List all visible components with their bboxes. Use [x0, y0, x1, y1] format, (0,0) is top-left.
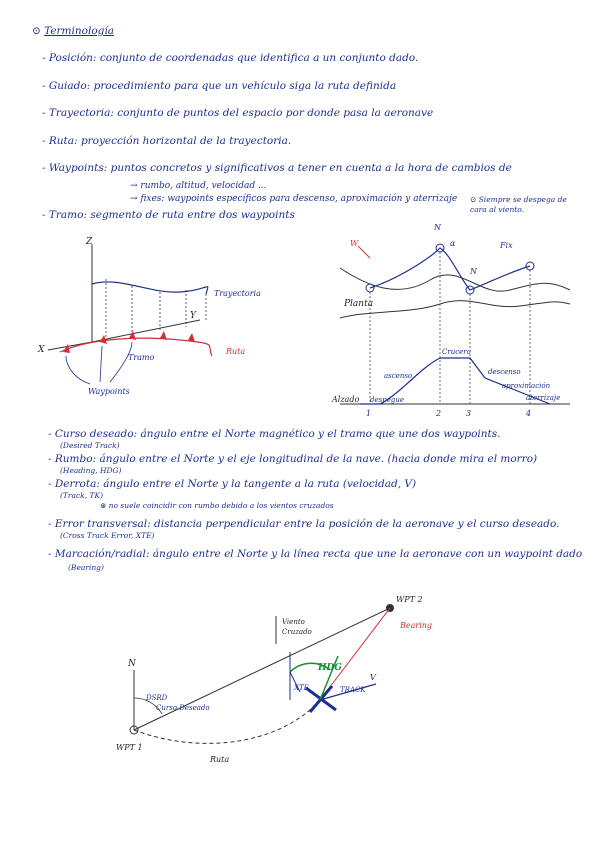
definition-posicion: - Posición: conjunto de coordenadas que identifica a un conjunto dado. — [42, 52, 419, 64]
waypoint-arrows — [66, 342, 132, 384]
flight-phases-figure — [330, 218, 580, 418]
curso-deseado-label: Curso Deseado — [156, 704, 210, 712]
definition-text: conjunto de coordenadas que identifica a un conjunto dado. — [99, 52, 419, 64]
wpt1-label: WPT 1 — [116, 743, 143, 752]
definition-text: proyección horizontal de la trayectoria. — [80, 135, 292, 147]
terrain-top — [340, 268, 570, 291]
term: Marcación/radial — [54, 548, 146, 560]
waypoint-number-1: 1 — [366, 409, 372, 418]
side-note-text: Siempre se despega de cara al viento. — [470, 195, 567, 214]
north-label-2: N — [470, 267, 477, 276]
term-sub: (Bearing) — [68, 563, 104, 572]
definition-tramo: - Tramo: segmento de ruta entre dos waypoints — [42, 209, 295, 221]
term: Derrota — [54, 478, 97, 490]
wpt2-label: WPT 2 — [396, 595, 423, 604]
term: Tramo — [48, 209, 84, 221]
term: Posición — [48, 52, 93, 64]
term: Rumbo — [54, 453, 93, 465]
cruzado-label: Cruzado — [282, 628, 312, 636]
term-sub: (Desired Track) — [60, 441, 120, 450]
wind-label: W — [350, 239, 359, 248]
bullet-icon: ⊙ — [32, 25, 45, 37]
aterrizaje-label: aterrizaje — [526, 394, 561, 402]
trayectoria-label: Trayectoria — [214, 289, 261, 298]
xte-label: XTE — [294, 684, 309, 692]
definition-waypoints: - Waypoints: puntos concretos y significativos a tener en cuenta a la hora de cambios de — [42, 162, 512, 174]
waypoint-number-2: 2 — [436, 409, 442, 418]
ascenso-label: ascenso — [384, 372, 413, 380]
alzado-label: Alzado — [332, 395, 360, 404]
title-text: Terminología — [44, 25, 114, 37]
north-label-1: N — [434, 223, 441, 232]
term: Error transversal — [54, 518, 148, 530]
term: Waypoints — [48, 162, 104, 174]
term: Curso deseado — [54, 428, 134, 440]
v-label: V — [370, 673, 376, 682]
ruta-label-fig3: Ruta — [210, 755, 230, 764]
term: Trayectoria — [48, 107, 111, 119]
wind-arrow — [358, 246, 370, 258]
definition-text: conjunto de puntos del espacio por donde pasa la aeronave — [117, 107, 434, 119]
derrota-note-text: no suele coincidir con rumbo debido a los vientos cruzados — [108, 501, 334, 510]
term-error-transversal: - Error transversal: distancia perpendicular entre la posición de la aeronave y el curso deseado. — [48, 518, 560, 530]
term-rumbo: - Rumbo: ángulo entre el Norte y el eje longitudinal de la nave. (hacia donde mira el morro) — [48, 453, 538, 465]
waypoints-label: Waypoints — [88, 387, 130, 396]
aproximacion-label: aproximación — [502, 382, 551, 390]
term-marcacion: - Marcación/radial: ángulo entre el Norte y la línea recta que une la aeronave con un waypoint dado — [48, 548, 583, 560]
planta-route — [370, 248, 530, 290]
y-label: Y — [190, 311, 196, 321]
despegue-label: despegue — [370, 396, 404, 404]
waypoint-number-4: 4 — [526, 409, 532, 418]
terrain-bottom — [340, 301, 570, 318]
term-sub: (Track, TK) — [60, 491, 104, 500]
term-sub: (Heading, HDG) — [60, 466, 122, 475]
planta-label: Planta — [344, 299, 374, 309]
definition-text: ángulo entre el Norte magnético y el tramo que une dos waypoints. — [140, 428, 501, 440]
x-label: X — [38, 345, 45, 355]
definition-text: segmento de ruta entre dos waypoints — [90, 209, 295, 221]
waypoints-note-2: → fixes: waypoints específicos para descenso, aproximación y aterrizaje — [130, 194, 458, 204]
term: Guiado — [48, 80, 87, 92]
trajectory-figure — [30, 232, 290, 412]
definition-text: distancia perpendicular entre la posición de la aeronave y el curso deseado. — [153, 518, 560, 530]
descenso-label: descenso — [488, 368, 521, 376]
definition-guiado: - Guiado: procedimiento para que un vehículo siga la ruta definida — [42, 80, 397, 92]
derrota-note: ⊛ no suele coincidir con rumbo debido a los vientos cruzados — [100, 501, 334, 510]
definition-text: puntos concretos y significativos a tener en cuenta a la hora de cambios de — [110, 162, 512, 174]
side-note: ⊙ Siempre se despega de cara al viento. — [470, 195, 567, 214]
z-label: Z — [86, 237, 93, 247]
section-title — [32, 25, 114, 37]
term-sub: (Cross Track Error, XTE) — [60, 531, 155, 540]
ruta-label: Ruta — [226, 347, 246, 356]
definition-trayectoria: - Trayectoria: conjunto de puntos del espacio por donde pasa la aeronave — [42, 107, 434, 119]
fix-label: Fix — [500, 241, 513, 250]
term-curso-deseado: - Curso deseado: ángulo entre el Norte magnético y el tramo que une dos waypoints. — [48, 428, 501, 440]
tramo-label: Tramo — [128, 353, 155, 362]
crucero-label: Crucero — [442, 348, 471, 356]
hdg-label: HDG — [318, 663, 342, 673]
waypoints-note-1: → rumbo, altitud, velocidad ... — [130, 181, 267, 191]
waypoint-number-3: 3 — [466, 409, 472, 418]
definition-text: ángulo entre el Norte y el eje longitudinal de la nave. (hacia donde mira el morro) — [99, 453, 538, 465]
definition-ruta: - Ruta: proyección horizontal de la trayectoria. — [42, 135, 292, 147]
definition-text: ángulo entre el Norte y la línea recta que une la aeronave con un waypoint dado — [152, 548, 583, 560]
dsrd-label: DSRD — [146, 694, 168, 702]
term-derrota: - Derrota: ángulo entre el Norte y la tangente a la ruta (velocidad, V) — [48, 478, 417, 490]
trajectory-curve — [92, 282, 208, 294]
track-label: TRACK — [340, 686, 366, 694]
north-label-wpt1: N — [128, 659, 136, 669]
definition-text: ángulo entre el Norte y la tangente a la ruta (velocidad, V) — [103, 478, 417, 490]
navigation-figure — [100, 580, 460, 770]
bearing-label: Bearing — [400, 621, 433, 630]
projection-lines — [106, 279, 206, 340]
definition-text: procedimiento para que un vehículo siga la ruta definida — [93, 80, 397, 92]
term: Ruta — [48, 135, 75, 147]
viento-label: Viento — [282, 618, 305, 626]
alpha-label: α — [450, 239, 456, 248]
